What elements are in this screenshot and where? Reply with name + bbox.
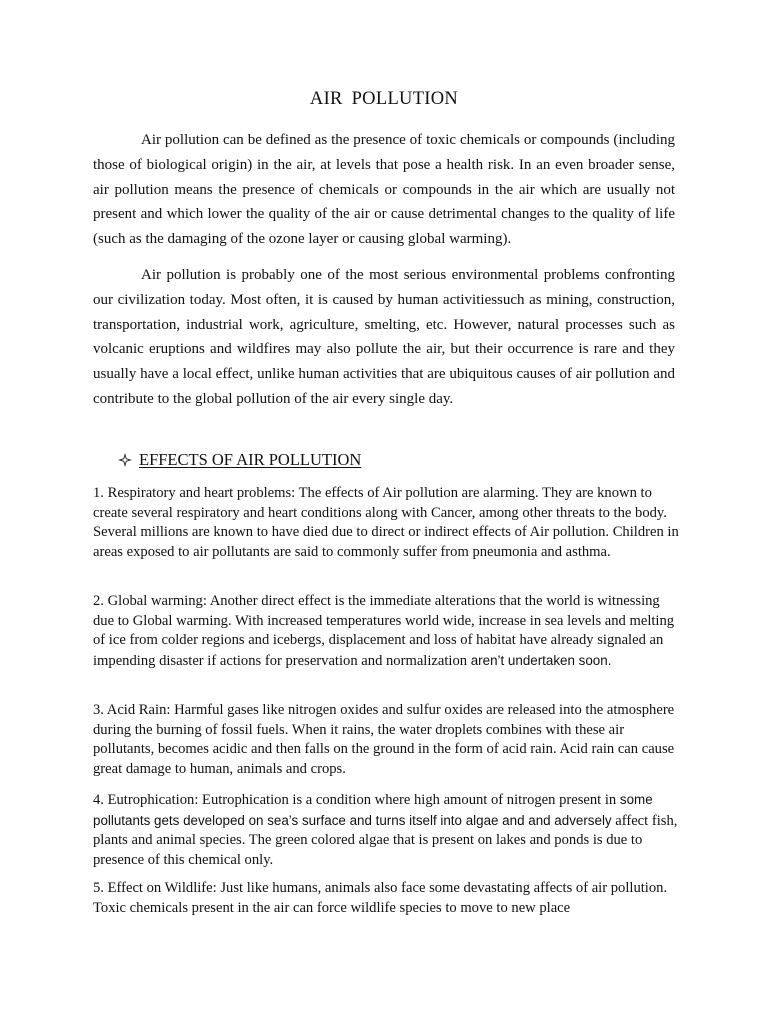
effect-item-text: 1. Respiratory and heart problems: The effects of Air pollution are alarming. They are known to create several respiratory and heart conditions along with Cancer, among other threats to the body. Several millions are known to have died due to direct or indirect effects of Air pollution. Children in areas exposed to air pollutants are said to commonly suffer from pneumonia and asthma. <box>93 485 679 560</box>
effect-item-text: 3. Acid Rain: Harmful gases like nitrogen oxides and sulfur oxides are released into the atmosphere during the burning of fossil fuels. When it rains, the water droplets combines with these air pollutants, becomes acidic and then falls on the ground in the form of acid rain. Acid rain can cause great damage to human, animals and crops. <box>93 702 675 777</box>
section-heading-text: EFFECTS OF AIR POLLUTION <box>139 450 362 469</box>
effect-item-respiratory <box>93 484 683 562</box>
section-heading-effects <box>118 448 361 472</box>
effect-item-text-tail: aren’t undertaken soon. <box>470 652 612 668</box>
effect-item-global-warming <box>93 592 683 671</box>
effect-item-text: 2. Global warming: Another direct effect is the immediate alterations that the world is witnessing due to Global warming. With increased temperatures world wide, increase in sea levels and melting of ice from colder regions and icebergs, displacement and loss of habitat have already signaled an impending disaster if actions for preservation and normalization <box>93 593 675 669</box>
effect-item-text-mid: some pollutants gets developed on sea’s surface and turns itself into algae and and adversely <box>93 792 653 828</box>
effect-item-acid-rain <box>93 701 683 779</box>
effect-item-text: 4. Eutrophication: Eutrophication is a condition where high amount of nitrogen present in <box>93 792 620 808</box>
document-title: AIR POLLUTION <box>309 89 459 109</box>
intro-paragraph-2: Air pollution is probably one of the most serious environmental problems confronting our civilization today. Most often, it is caused by human activitiessuch as mining, construction, transportation, industrial work, agriculture, smelting, etc. However, natural processes such as volcanic eruptions and wildfires may also pollute the air, but their occurrence is rare and they usually have a local effect, unlike human activities that are ubiquitous causes of air pollution and contribute to the global pollution of the air every single day. <box>93 267 675 407</box>
effect-item-wildlife <box>93 879 683 918</box>
intro-paragraph-1: Air pollution can be defined as the presence of toxic chemicals or compounds (including those of biological origin) in the air, at levels that pose a health risk. In an even broader sense, air pollution means the presence of chemicals or compounds in the air which are usually not present and which lower the quality of the air or cause detrimental changes to the quality of life (such as the damaging of the ozone layer or causing global warming). <box>93 132 675 248</box>
effect-item-eutrophication <box>93 790 683 870</box>
diamond-bullet-icon <box>118 453 132 467</box>
effect-item-text: 5. Effect on Wildlife: Just like humans, animals also face some devastating affects of air pollution. Toxic chemicals present in the air can force wildlife species to move to new place <box>93 880 668 916</box>
effect-item-text-tail: affect fish, plants and animal species. The green colored algae that is present on lakes and ponds is due to presence of this chemical only. <box>93 812 678 868</box>
